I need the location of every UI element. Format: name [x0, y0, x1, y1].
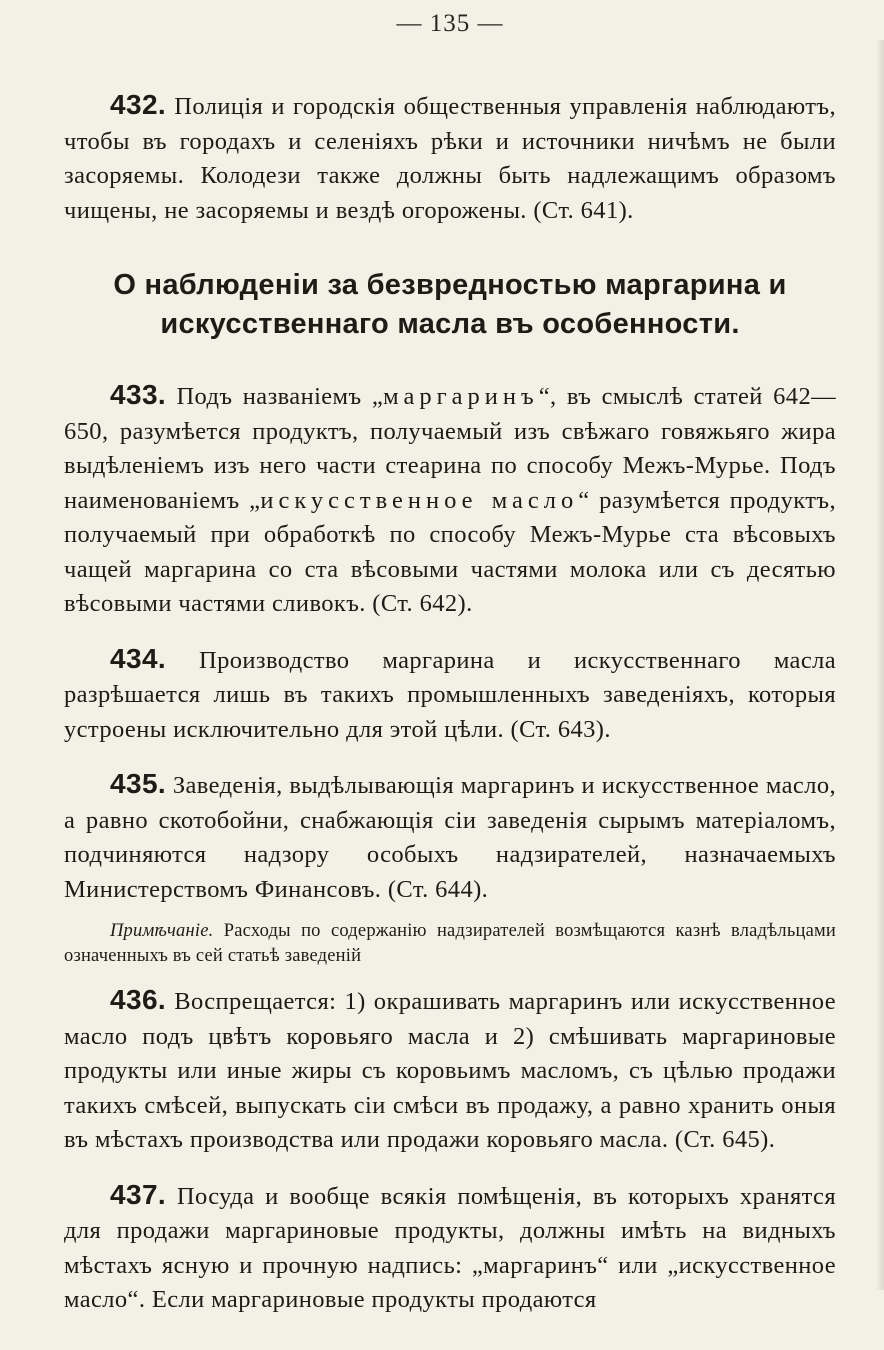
page-edge-shadow: [876, 40, 884, 1290]
note-text: Расходы по содержанiю надзирателей возмѣщаются казнѣ владѣльцами означенныхъ въ сей статьѣ заведенiй: [64, 921, 837, 966]
article-435: [64, 767, 836, 907]
article-text: “, въ смыслѣ статей 642—650, разумѣется продуктъ, получаемый изъ свѣжаго говяжьяго жира выдѣленiемъ изъ него части стеарина по способу Межъ-Мурье. Подъ наименованiемъ „: [64, 383, 837, 514]
article-number: 437.: [110, 1178, 167, 1210]
article-text: “ разумѣется продуктъ, получаемый при обработкѣ по способу Межъ-Мурье ста вѣсовыхъ чащей маргарина со ста вѣсовыми частями молока или съ десятью вѣсовыми частями сливокъ. (Ст. 642).: [64, 486, 836, 617]
article-text: Воспрещается: 1) окрашивать маргаринъ или искусственное масло подъ цвѣтъ коровьяго масла и 2) смѣшивать маргариновые продукты или иные жиры съ коровьимъ масломъ, съ цѣлью продажи такихъ смѣсей, выпускать сiи смѣси въ продажу, а равно хранить оныя въ мѣстахъ производства или продажи коровьяго масла. (Ст. 645).: [64, 988, 836, 1153]
article-text: Производство маргарина и искусственнаго масла разрѣшается лишь въ такихъ промышленныхъ заведенiяхъ, которыя устроены исключительно для этой цѣли. (Ст. 643).: [64, 646, 836, 743]
note-label: Примѣчанiе.: [110, 921, 214, 941]
article-437: [64, 1178, 836, 1318]
article-434: [64, 642, 836, 748]
term-artificial-butter: искусственное масло: [260, 486, 579, 514]
article-text: Подъ названiемъ „: [176, 383, 384, 410]
article-text: Заведенiя, выдѣлывающiя маргаринъ и искусственное масло, а равно скотобойни, снабжающiя сiи заведенiя сырымъ матерiаломъ, подчиняются надзору особыхъ надзирателей, назначаемыхъ Министерствомъ Финансовъ. (Ст. 644).: [64, 772, 836, 903]
term-margarine: маргаринъ: [383, 383, 539, 410]
article-436: [64, 983, 836, 1158]
article-number: 432.: [110, 89, 167, 120]
page-number: — 135 —: [396, 10, 504, 37]
article-433: [64, 378, 836, 622]
article-note: [64, 919, 836, 969]
article-number: 435.: [110, 768, 167, 799]
article-text: Полицiя и городскiя общественныя управленiя наблюдаютъ, чтобы въ городахъ и селенiяхъ рѣки и источники ничѣмъ не были засоряемы. Колодези также должны быть надлежащимъ образомъ чищены, не засоряемы и вездѣ огорожены. (Ст. 641).: [64, 93, 837, 224]
article-432: [64, 88, 836, 228]
section-heading: О наблюденiи за безвредностью маргарина и искусственнаго масла въ особенности.: [113, 269, 787, 340]
article-text: Посуда и вообще всякiя помѣщенiя, въ которыхъ хранятся для продажи маргариновые продукты, должны имѣть на видныхъ мѣстахъ ясную и прочную надпись: „маргаринъ“ или „искусственное масло“. Если маргариновые продукты продаются: [64, 1182, 836, 1313]
article-number: 433.: [110, 379, 167, 410]
article-number: 434.: [110, 642, 167, 674]
article-number: 436.: [110, 984, 167, 1015]
